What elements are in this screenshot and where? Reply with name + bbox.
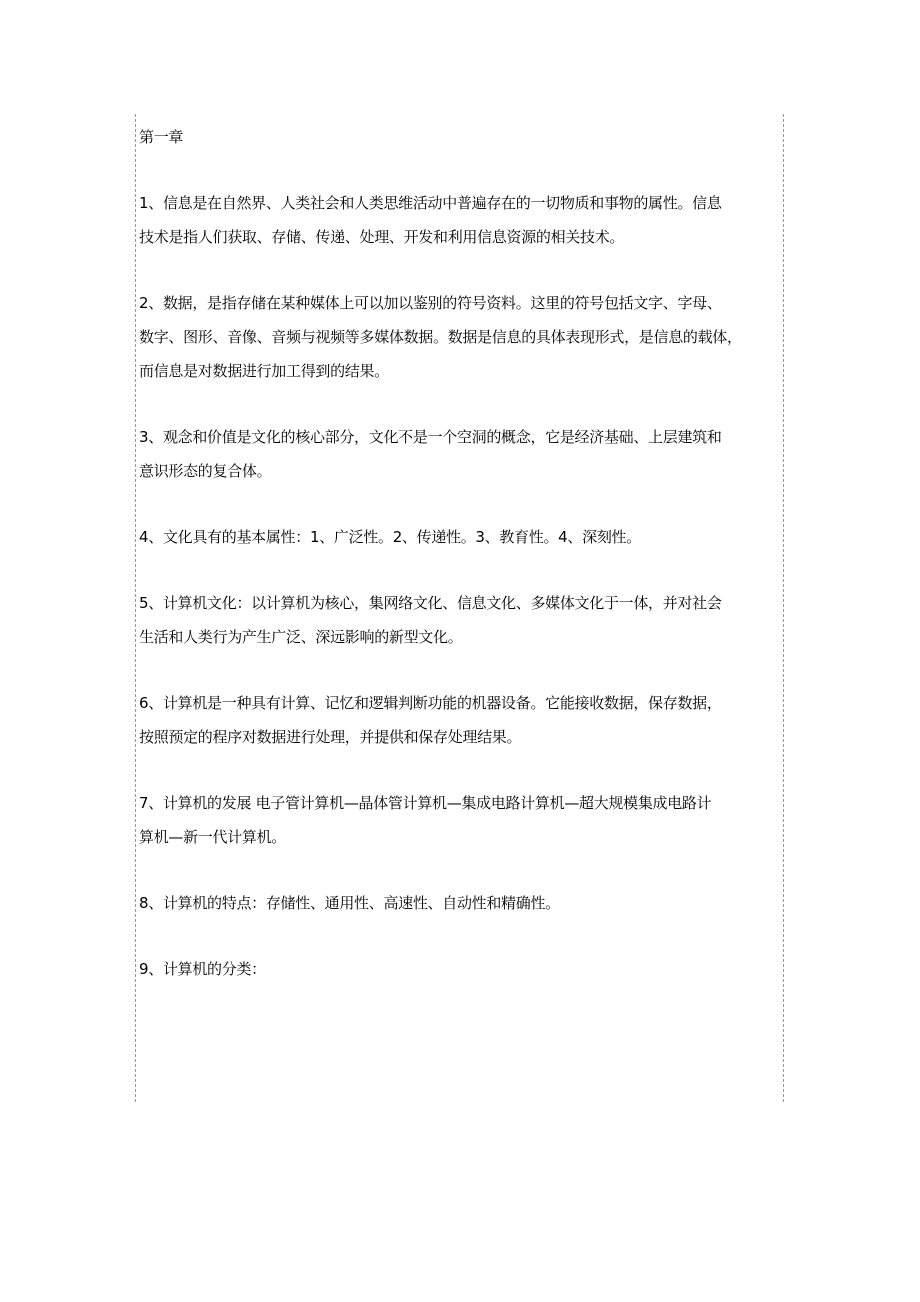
paragraph-5 bbox=[139, 586, 789, 654]
paragraph-2 bbox=[139, 286, 789, 388]
paragraph-line: 7、计算机的发展 电子管计算机—晶体管计算机—集成电路计算机—超大规模集成电路计 bbox=[139, 794, 712, 812]
paragraph-line: 按照预定的程序对数据进行处理，并提供和保存处理结果。 bbox=[139, 728, 522, 746]
paragraph-line: 生活和人类行为产生广泛、深远影响的新型文化。 bbox=[139, 628, 463, 646]
paragraph-line: 9、计算机的分类： bbox=[139, 960, 266, 978]
paragraph-line: 4、文化具有的基本属性：1、广泛性。2、传递性。3、教育性。4、深刻性。 bbox=[139, 528, 641, 546]
paragraph-3 bbox=[139, 420, 789, 488]
paragraph-line: 意识形态的复合体。 bbox=[139, 462, 272, 480]
paragraph-1 bbox=[139, 186, 789, 254]
paragraph-line: 而信息是对数据进行加工得到的结果。 bbox=[139, 362, 389, 380]
paragraph-7 bbox=[139, 786, 789, 854]
paragraph-line: 5、计算机文化：以计算机为核心，集网络文化、信息文化、多媒体文化于一体，并对社会 bbox=[139, 594, 722, 612]
paragraph-line: 6、计算机是一种具有计算、记忆和逻辑判断功能的机器设备。它能接收数据，保存数据， bbox=[139, 694, 722, 712]
paragraph-4 bbox=[139, 520, 789, 554]
paragraph-line: 数字、图形、音像、音频与视频等多媒体数据。数据是信息的具体表现形式，是信息的载体， bbox=[139, 328, 742, 346]
paragraph-line: 1、信息是在自然界、人类社会和人类思维活动中普遍存在的一切物质和事物的属性。信息 bbox=[139, 194, 722, 212]
paragraph-line: 3、观念和价值是文化的核心部分，文化不是一个空洞的概念，它是经济基础、上层建筑和 bbox=[139, 428, 722, 446]
paragraph-line: 算机—新一代计算机。 bbox=[139, 828, 287, 846]
left-page-border bbox=[135, 114, 136, 1102]
chapter-heading: 第一章 bbox=[139, 128, 184, 146]
paragraph-line: 技术是指人们获取、存储、传递、处理、开发和利用信息资源的相关技术。 bbox=[139, 228, 625, 246]
paragraph-6 bbox=[139, 686, 789, 754]
paragraph-8 bbox=[139, 886, 789, 920]
paragraph-line: 8、计算机的特点：存储性、通用性、高速性、自动性和精确性。 bbox=[139, 894, 560, 912]
paragraph-line: 2、数据，是指存储在某种媒体上可以加以鉴别的符号资料。这里的符号包括文字、字母、 bbox=[139, 294, 722, 312]
paragraph-9 bbox=[139, 952, 789, 986]
document-body bbox=[139, 120, 789, 1018]
